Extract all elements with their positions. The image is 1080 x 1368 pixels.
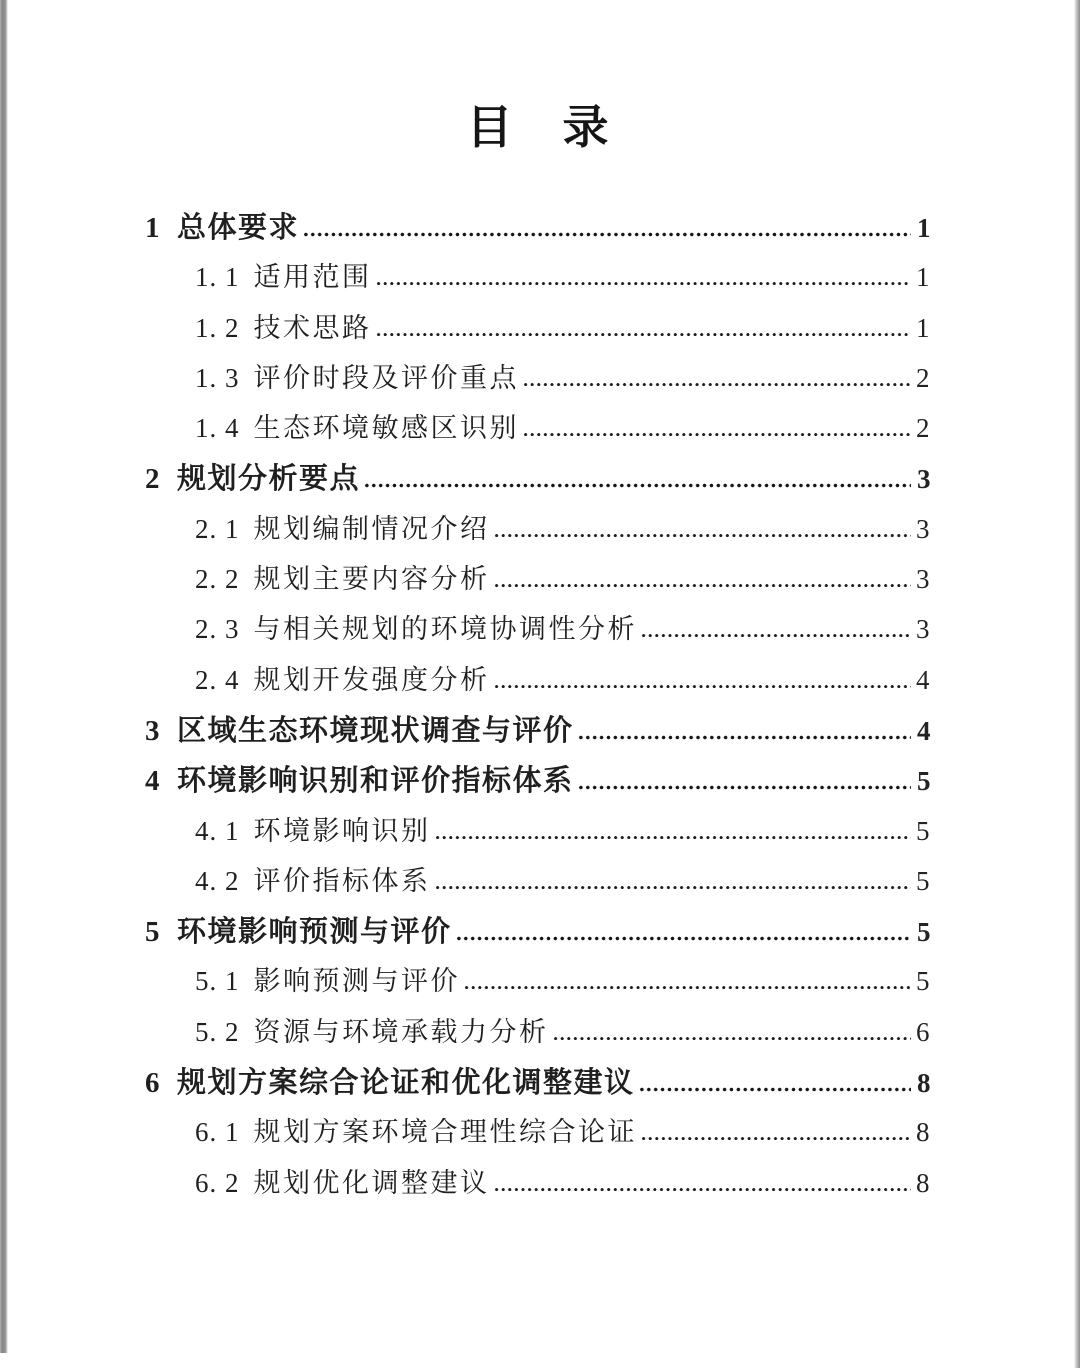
toc-entry-label: 评价时段及评价重点 [253,362,519,393]
toc-entry-page-number: 8 [916,1167,932,1198]
dot-leader [364,483,911,488]
toc-entry-page-number: 5 [916,966,932,997]
toc-entry-page-number: 4 [917,715,932,746]
toc-entry [145,758,932,808]
toc-entry-number: 4. 1 [195,815,240,846]
toc-entry-label: 规划编制情况介绍 [253,513,490,544]
toc-entry [145,1060,932,1110]
dot-leader [641,1136,911,1141]
toc-entry [145,557,932,607]
page-left-edge-shadow [0,0,8,1353]
toc-entry-page-number: 8 [917,1068,932,1099]
toc-entry-label: 技术思路 [253,312,372,343]
toc-entry-number: 1 [145,212,161,244]
toc-entry [145,205,932,255]
toc-entry-number: 2. 3 [195,614,240,645]
toc-entry-number: 2. 1 [195,513,240,544]
dot-leader [494,583,912,588]
toc-entry-page-number: 5 [917,766,932,797]
toc-entry [145,1161,932,1211]
toc-entry-label: 生态环境敏感区识别 [253,413,519,444]
toc-entry-number: 1. 1 [195,262,240,293]
toc-entry-number: 6. 1 [195,1117,240,1148]
toc-entry-page-number: 4 [916,664,932,695]
dot-leader [523,432,911,437]
toc-entry [145,859,932,909]
dot-leader [494,533,912,538]
table-of-contents [145,205,932,1211]
toc-entry-page-number: 3 [916,614,932,645]
toc-entry [145,406,932,456]
toc-entry-label: 规划优化调整建议 [253,1167,490,1198]
toc-entry-number: 4 [145,765,161,798]
dot-leader [376,332,912,337]
toc-entry-number: 2 [145,463,161,496]
toc-entry-label: 环境影响识别和评价指标体系 [177,765,574,798]
toc-entry-page-number: 3 [916,564,932,595]
toc-entry-label: 区域生态环境现状调查与评价 [177,714,574,747]
toc-entry [145,306,932,356]
toc-entry-page-number: 2 [916,413,932,444]
toc-entry-page-number: 8 [916,1117,932,1148]
dot-leader [578,785,911,790]
toc-entry [145,909,932,959]
page-content [145,0,932,1211]
toc-entry-label: 规划开发强度分析 [253,664,490,695]
toc-entry-label: 与相关规划的环境协调性分析 [253,614,637,645]
toc-entry-page-number: 5 [916,815,932,846]
toc-entry-label: 环境影响识别 [253,815,431,846]
toc-entry-number: 1. 2 [195,312,240,343]
dot-leader [639,1087,911,1092]
toc-entry-number: 4. 2 [195,865,240,896]
toc-entry-page-number: 6 [916,1016,932,1047]
dot-leader [303,232,911,237]
toc-entry-number: 6 [145,1067,161,1100]
toc-entry-page-number: 5 [917,917,932,948]
toc-entry [145,507,932,557]
toc-entry-number: 5. 2 [195,1016,240,1047]
toc-entry-page-number: 2 [916,362,932,393]
toc-entry [145,658,932,708]
toc-entry [145,607,932,657]
toc-entry [145,356,932,406]
toc-entry-number: 6. 2 [195,1167,240,1198]
dot-leader [435,885,912,890]
toc-entry [145,1010,932,1060]
toc-entry-number: 1. 4 [195,413,240,444]
dot-leader [464,985,911,990]
toc-page-title: 目 录 [466,102,611,153]
dot-leader [553,1036,912,1041]
toc-entry-label: 规划方案环境合理性综合论证 [253,1117,637,1148]
dot-leader [523,382,911,387]
toc-entry-page-number: 3 [917,464,932,495]
toc-entry-number: 1. 3 [195,362,240,393]
toc-entry-page-number: 5 [916,865,932,896]
toc-entry-label: 规划主要内容分析 [253,564,490,595]
toc-entry-number: 3 [145,714,161,747]
toc-entry [145,959,932,1009]
dot-leader [494,1187,912,1192]
page-right-edge-shadow [1074,0,1080,1368]
dot-leader [435,835,912,840]
toc-entry-page-number: 1 [917,213,932,243]
toc-entry-page-number: 3 [916,513,932,544]
toc-entry-label: 规划分析要点 [177,463,361,496]
toc-entry-label: 规划方案综合论证和优化调整建议 [177,1067,635,1100]
toc-entry [145,1110,932,1160]
toc-entry-page-number: 1 [916,262,932,293]
dot-leader [376,281,912,286]
toc-entry-label: 环境影响预测与评价 [177,916,452,949]
toc-entry-label: 总体要求 [177,212,300,244]
toc-entry-label: 资源与环境承载力分析 [253,1016,549,1047]
dot-leader [456,936,911,941]
toc-entry-label: 影响预测与评价 [253,966,460,997]
dot-leader [494,684,912,689]
dot-leader [641,633,911,638]
toc-entry-number: 2. 4 [195,664,240,695]
toc-entry [145,456,932,506]
dot-leader [578,735,911,740]
toc-entry [145,708,932,758]
toc-entry-label: 适用范围 [253,262,372,293]
toc-entry-number: 5 [145,916,161,949]
toc-entry-number: 5. 1 [195,966,240,997]
toc-entry [145,255,932,305]
toc-entry-label: 评价指标体系 [253,865,431,896]
toc-entry [145,809,932,859]
toc-entry-number: 2. 2 [195,564,240,595]
toc-entry-page-number: 1 [916,312,932,343]
